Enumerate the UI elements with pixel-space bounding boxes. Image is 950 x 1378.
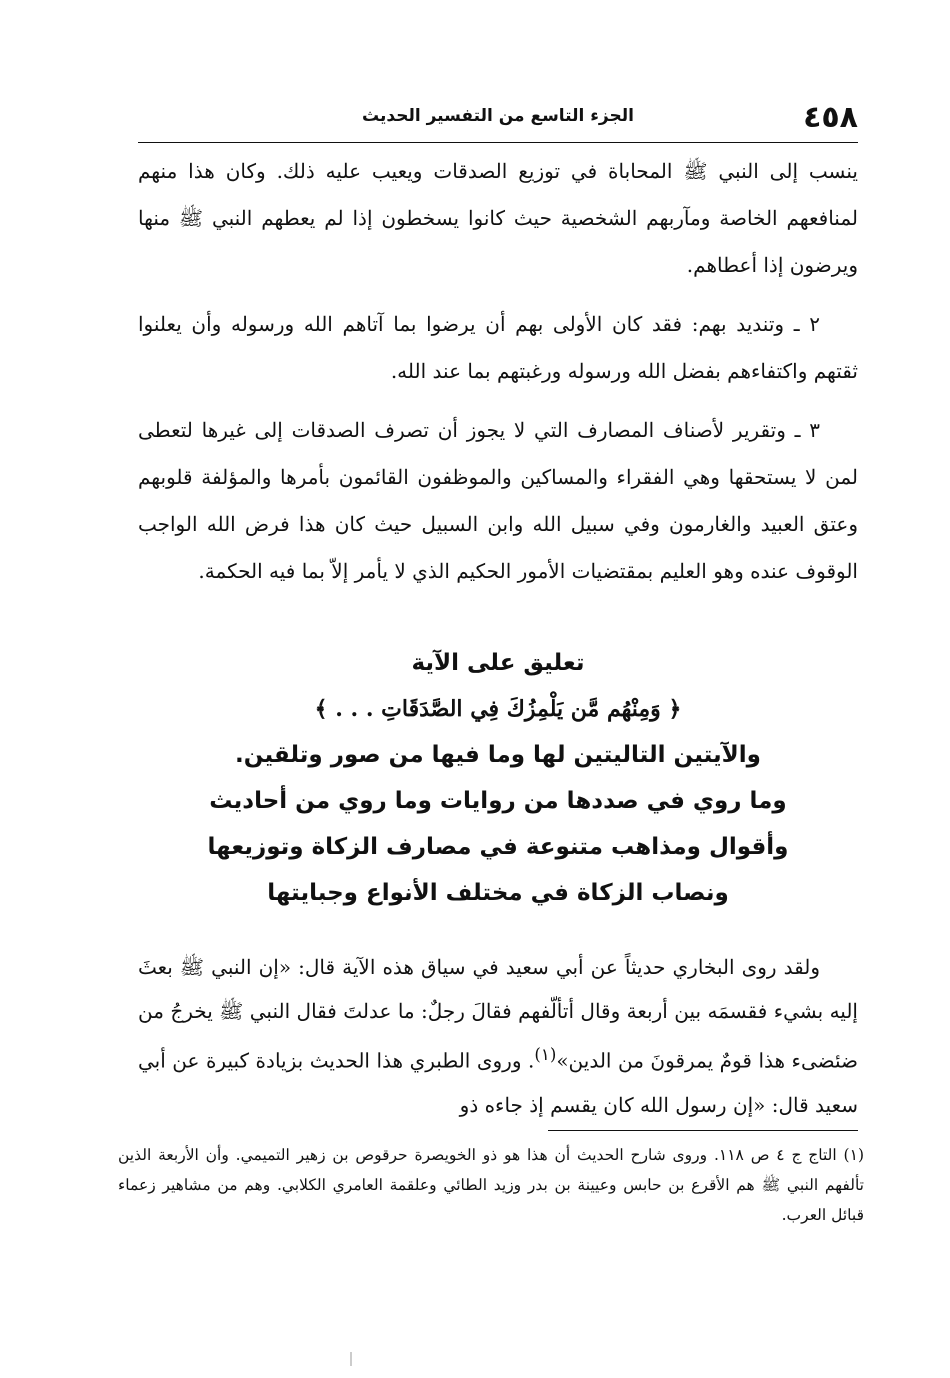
footnote-text: (١) التاج ج ٤ ص ١١٨. وروى شارح الحديث أن هذا هو ذو الخويصرة حرقوص بن زهير التميمي. وأن الأربعة الذين تألفهم النبي ﷺ هم الأقرع بن حابس وعيينة بن بدر وزيد الطائي وعلقمة العامري الكلابي. وهم من مشاهير زعماء قبائل العرب.	[118, 1146, 864, 1224]
footnote-marker: (١)	[534, 1045, 557, 1064]
section-subtitle-line-3: وأقوال ومذاهب متنوعة في مصارف الزكاة وتوزيعها	[207, 834, 789, 860]
paragraph-point-2: ٢ ـ وتنديد بهم: فقد كان الأولى بهم أن يرضوا بما آتاهم الله ورسوله وأن يعلنوا ثقتهم واكتفاءهم بفضل الله ورسوله ورغبتهم بما عند الله.	[138, 312, 858, 383]
section-subtitle-line-4: ونصاب الزكاة في مختلف الأنواع وجبايتها	[267, 880, 729, 906]
page-header	[138, 96, 858, 143]
running-title: الجزء التاسع من التفسير الحديث	[362, 106, 634, 126]
paragraph-hadith	[138, 945, 858, 1127]
paragraph-continuation: ينسب إلى النبي ﷺ المحاباة في توزيع الصدقات ويعيب عليه ذلك. وكان هذا منهم لمنافعهم الخاصة ومآربهم الشخصية حيث كانوا يسخطون إذا لم يعطهم النبي ﷺ منها ويرضون إذا أعطاهم.	[138, 159, 858, 277]
footnote-divider	[548, 1130, 858, 1131]
section-heading-block	[138, 640, 858, 916]
footnote	[118, 1140, 864, 1230]
section-title: تعليق على الآية	[411, 650, 585, 676]
section-subtitle-line-1: والآيتين التاليتين لها وما فيها من صور وتلقين.	[235, 742, 761, 768]
main-text	[138, 148, 858, 607]
scan-artifact	[350, 1352, 352, 1366]
section-subtitle-line-2: وما روي في صددها من روايات وما روي من أحاديث	[209, 788, 787, 814]
quranic-verse: ﴿ وَمِنْهُم مَّن يَلْمِزُكَ فِي الصَّدَقَاتِ . . . ﴾	[314, 696, 682, 722]
paragraph-point-3: ٣ ـ وتقرير لأصناف المصارف التي لا يجوز أن تصرف الصدقات إلى غيرها لتعطى لمن لا يستحقها وهي الفقراء والمساكين والموظفون القائمون بأمرها والمؤلفة قلوبهم وعتق العبيد والغارمون وفي سبيل الله وابن السبيل حيث كان هذا فرض الله الواجب الوقوف عنده وهو العليم بمقتضيات الأمور الحكيم الذي لا يأمر إلاّ بما فيه الحكمة.	[138, 418, 858, 583]
hadith-text: ولقد روى البخاري حديثاً عن أبي سعيد في سياق هذه الآية قال: «إن النبي ﷺ بعثَ إليه بشيء فقسمَه بين أربعة وقال أتألّفهم فقالَ رجلٌ: ما عدلتَ فقال النبي ﷺ يخرجُ من ضئضىء هذا قومٌ يمرقونَ من الدين»	[138, 955, 858, 1073]
commentary-text	[138, 945, 858, 1127]
hadith-text-tail: . وروى الطبري هذا الحديث بزيادة كبيرة عن أبي سعيد قال: «إن رسول الله كان يقسم إذ جاءه ذو	[138, 1048, 858, 1117]
page-number: ٤٥٨	[803, 100, 858, 135]
